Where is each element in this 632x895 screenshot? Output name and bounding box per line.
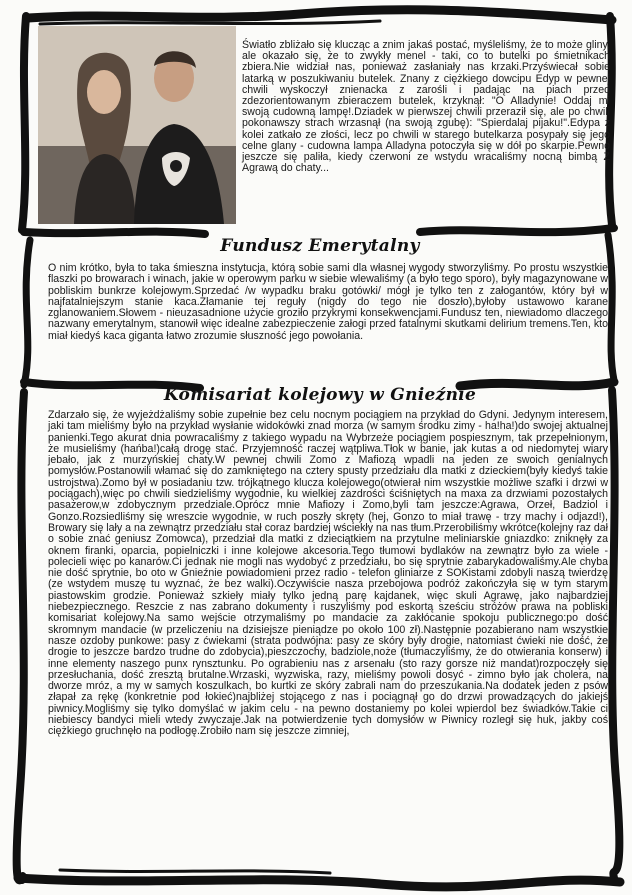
section-body-fundusz [48, 263, 608, 342]
band-photo [38, 26, 236, 224]
intro-text: Światło zbliżało się klucząc a znim jakaś postać, myśleliśmy, że to może gliny, ale okazało się, że to zwykły menel - taki, co to butelki po śmietnikach zbiera.Nie widział nas, ponieważ zasłaniały nas krzaki.Przyświecał sobie latarką w poszukiwaniu butelek. Znany z ciężkiego dowcipu Edyp w pewnej chwili wyskoczył znienacka z zarośli i padając na piach przed zdezorientowanym zbieraczem butelek, krzyknął: "O Alladynie! Oddaj mi swoją cudowną lampę!.Dziadek w pierwszej chwili przeraził się, ale po chwili pokonawszy strach wrzasnął (na swoją zgubę): "Spierdalaj pijaku!".Edypa z kolei zatkało ze złości, lecz po chwili w starego butelkarza posypały się jego celne glany - cudowna lampa Alladyna potoczyła się w dół po skarpie.Pewno jeszcze się paliła, kiedy czerwoni ze wstydu wracaliśmy nocną bimbą Z Agrawą do chaty... [242, 39, 610, 175]
section-body-komisariat [48, 410, 608, 738]
intro-paragraph [242, 40, 610, 174]
section-text-fundusz: O nim krótko, była to taka śmieszna instytucja, którą sobie sami dla własnej wygody stworzyliśmy. Po prostu wszystkie flaszki po browarach i winach, jakie w operowym parku w siebie wlewaliśmy (a było tego sporo), były magazynowane w pobliskim bunkrze kolejowym.Sprzedać /w wypadku braku gotówki/ mógł je tylko ten z załogantów, który był w najfatalniejszym stanie kaca.Złamanie tej reguły (nigdy do tego nie doszło),byłoby ustawowo karane zglanowaniem.Słowem - nieuzasadnione użycie groziło przykrymi konsekwencjami.Fundusz ten, niewiadomo dlaczego nazwany emerytalnym, stanowił więc idealne zabezpieczenie załogi przed fatalnymi skutkami delirium tremens.Ten, kto miał kiedyś kaca giganta łatwo zrozumie słuszność jego powołania. [48, 262, 608, 342]
photo-illustration [38, 26, 236, 224]
section-text-komisariat: Zdarzało się, że wyjeżdżaliśmy sobie zupełnie bez celu nocnym pociągiem na przykład do Gdyni. Jedynym interesem, jaki tam mieliśmy było na przykład wysłanie widokówki znad morza (w samym środku zimy - ha!ha!)do swojej aktualnej panienki.Tego akurat dnia powracaliśmy z takiego wypadu na Wybrzeże pociągiem pospiesznym, tak przepełnionym, że musieliśmy (hańba!)całą drogę stać. Przyjemność raczej wątpliwa.Tłok w banie, jak kutas a od niedomytej wiary jebało, jak z murzyńskiej chaty.W pewnej chwili Zomo z Mafiozą wpadli na jeden ze swoich genialnych pomysłów.Postanowili włamać się do zamkniętego na cztery spusty przedziału dla matki z dzieckiem(były kiedyś takie ustrojstwa).Zomo był w posiadaniu tzw. trójkątnego klucza kolejowego(otwierał nim wszystkie możliwe szafki i drzwi w pociągach),więc po chwili siedzieliśmy wygodnie, ku wielkiej zazdrości ściśniętych na maxa za drzwiami pozostałych pasażerow,w zdobycznym przedziale.Oprócz mnie Mafiozy i Zomo,byli tam jeszcze:Agrawa, Orzeł, Badziol i Gonzo.Rozsiedliśmy się wreszcie wygodnie, w ruch poszły skręty (hej, Gonzo to miał trawę - trzy machy i odjazd!), Browary się lały a na zewnątrz przedziału stał coraz bardziej wściekły na nas tłum.Przerobiliśmy wkrótce(kolejny raz dał o sobie znać geniusz Zomowca), przedział dla matki z dzieciątkiem na przytulne meliniarskie gniazdko: zniknęły za oknem firanki, oparcia, popielniczki i inne kolejowe akcesoria.Tego tłumowi bydlaków na zewnątrz było za wiele - polecieli więc po kanarów.Ci jednak nie mogli nas wydobyć z przedziału, bo się sprytnie zabarykadowaliśmy.Ale chyba nie dość sprytnie, bo oto w Gnieźnie powiadomieni przez radio - telefon gliniarze z SOKistami zdobyli naszą twierdzę (ze wstydem muszę tu wyznać, że bez walki).Oczywiście nasza przebojowa podróż zakończyła się w tym starym piastowskim grodzie. Ponieważ szkieły miały tylko jedną parę kajdanek, więc skuli Agrawę, jako najbardziej niebezpiecznego. Reszcie z nas zabrano dokumenty i ruszyliśmy pod eskortą sześciu stróżów prawa na pobliski komisariat kolejowy.Na samo wejście otrzymaliśmy po mandacie za zakłócanie spokoju publicznego:po dość skromnym mandacie (w przeliczeniu na dzisiejsze pieniądze po około 100 zł).Następnie pozabierano nam wszystkie nasze ozdoby punkowe: pasy z ćwiekami (strata podwójna: pasy ze skóry były drogie, natomiast ćwieki nie dość, że drogie to jeszcze bardzo trudne do zdobycia),pieszczochy, badziole,noże (tłumaczyliśmy, że do otwierania konserw) i inne elementy naszego punx rynsztunku. Po ograbieniu nas z arsenału (sto razy gorsze niż mandat)rozpoczęły się przesłuchania, dość zresztą brutalne.Wrzaski, wyzwiska, razy, mieliśmy powoli dosyć - zimno było jak cholera, na dworze mróz, a my w samych koszulkach, bo kurtki ze skóry zabrali nam do przeszukania.Na dodatek jeden z psów złapał za rękę (konkretnie pod łokieć)najbliżej stojącego z nas i pociągnął go do drzwi prowadzących do jakiejś piwnicy.Mogliśmy się tylko domyślać w jakim celu - na pewno dostaniemy po kolei wpierdol bez świadków.Takie ci niebiescy bandyci mieli wtedy zwyczaje.Jak na potwierdzenie tych domysłów w Piwnicy rozległ się huk, jakby coś ciężkiego gruchnęło na podłogę.Zrobiło nam się jeszcze zimniej, [48, 409, 608, 738]
section-heading-komisariat: Komisariat kolejowy w Gnieźnie [163, 385, 477, 405]
section-heading-fundusz: Fundusz Emerytalny [220, 236, 420, 256]
